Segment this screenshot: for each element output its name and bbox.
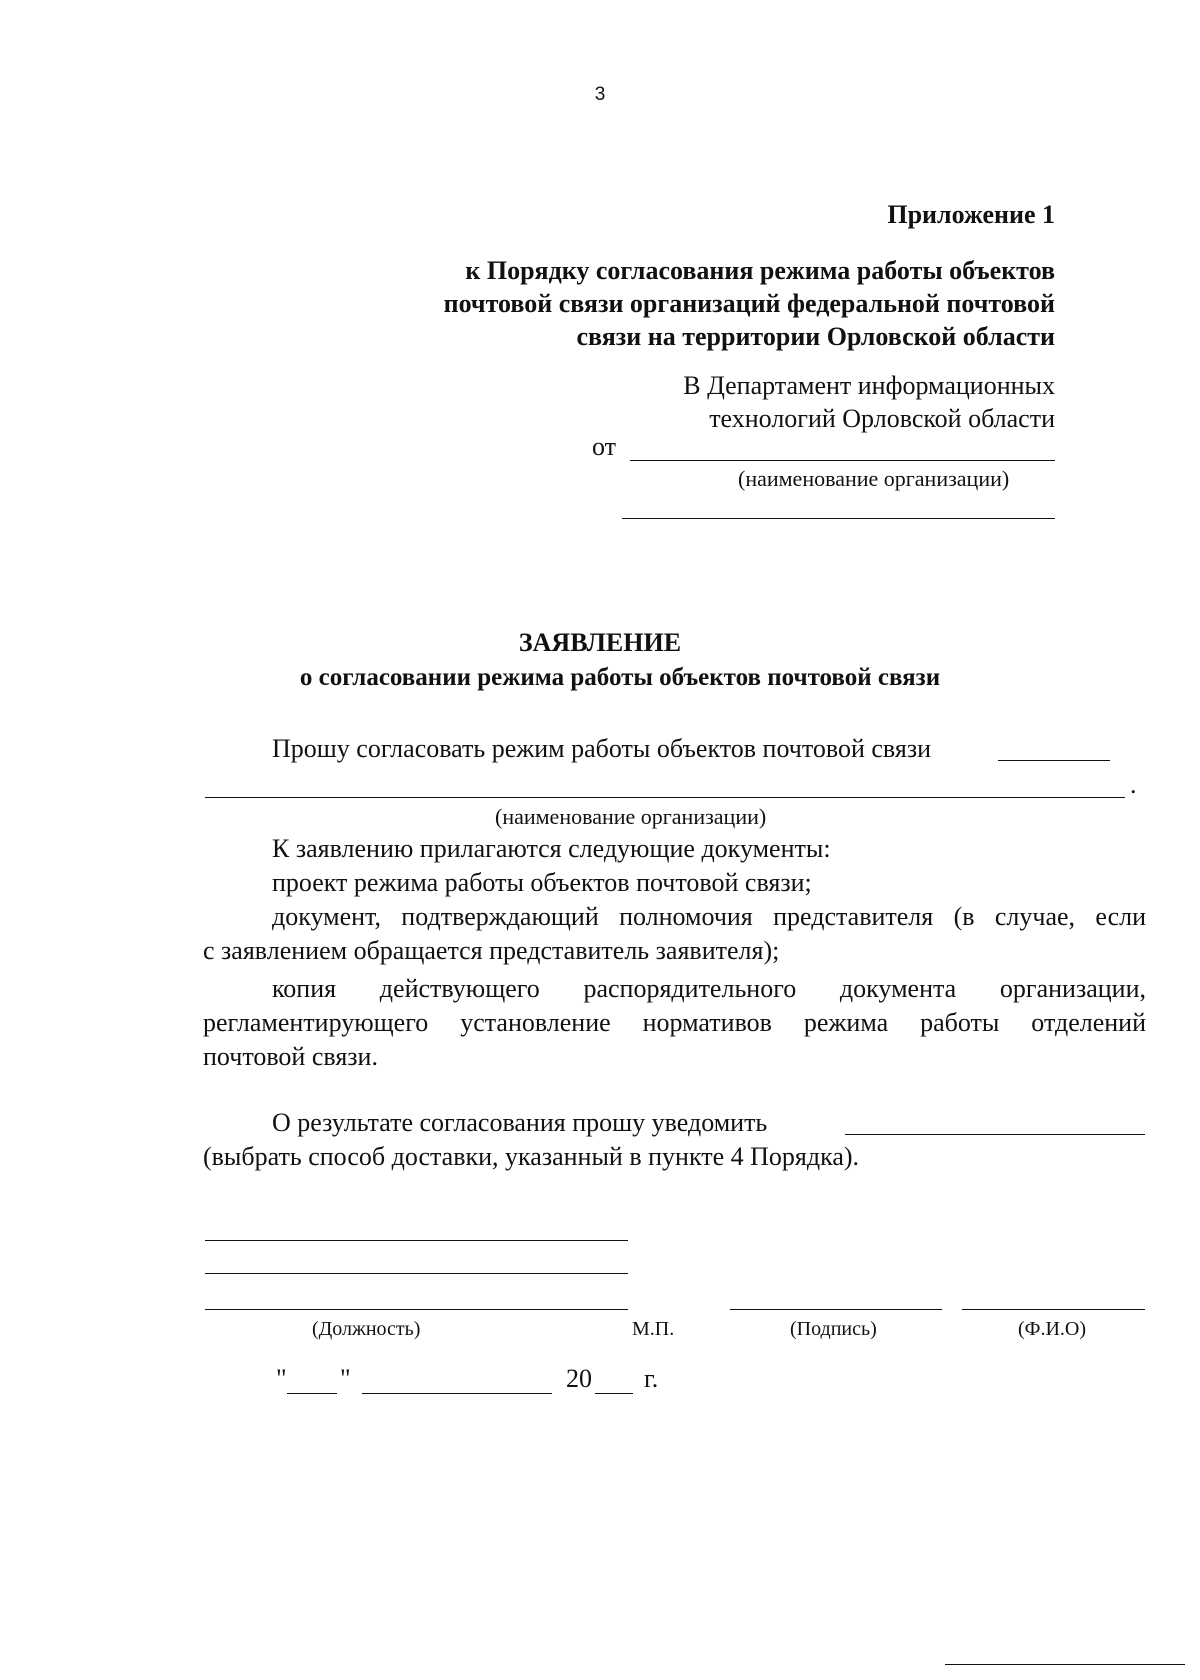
notify-method-line [845,1134,1145,1135]
appendix-reference-line: почтовой связи организаций федеральной почтовой [443,289,1055,318]
signature-line [730,1309,942,1310]
attachment-item-continued: почтовой связи. [203,1042,378,1071]
full-name-caption: (Ф.И.О) [1018,1318,1087,1340]
addressee-line: технологий Орловской области [709,404,1055,433]
from-label: от [592,432,617,461]
appendix-reference-line: к Порядку согласования режима работы объектов [465,256,1055,285]
request-text: Прошу согласовать режим работы объектов почтовой связи [272,734,932,763]
page-number: 3 [594,84,606,105]
date-day-line [287,1393,337,1394]
attachment-item-continued: регламентирующего установление нормативов режима работы отделений [203,1008,1146,1037]
document-subtitle: о согласовании режима работы объектов почтовой связи [299,664,941,691]
document-title: ЗАЯВЛЕНИЕ [518,628,682,657]
attachment-item: копия действующего распорядительного документа организации, [272,974,1146,1003]
date-quote-close: " [340,1364,351,1393]
addressee [683,369,1055,435]
sender-org-line [630,460,1055,461]
attachment-item: проект режима работы объектов почтовой связи; [272,868,812,897]
notify-text: О результате согласования прошу уведомить [272,1108,768,1137]
signature-caption: (Подпись) [790,1318,877,1340]
request-org-caption: (наименование организации) [495,804,767,829]
sender-extra-line [622,518,1055,519]
position-line [205,1240,628,1241]
request-org-line-full [205,797,1125,798]
position-caption: (Должность) [312,1318,421,1340]
footer-rule [945,1664,1185,1665]
date-month-line [362,1393,552,1394]
appendix-reference-line: связи на территории Орловской области [576,322,1055,351]
position-line [205,1309,628,1310]
seal-caption: М.П. [632,1318,675,1340]
attachments-intro: К заявлению прилагаются следующие документы: [272,834,831,863]
attachment-item-continued: с заявлением обращается представитель заявителя); [203,936,780,965]
full-name-line [962,1309,1145,1310]
sender-org-caption: (наименование организации) [738,466,1010,491]
date-year-prefix: 20 [566,1364,592,1393]
position-line [205,1273,628,1274]
request-org-line [998,760,1110,761]
appendix-reference [444,254,1055,353]
request-end: . [1130,770,1137,799]
date-quote-open: " [276,1364,287,1393]
date-year-suffix: г. [644,1364,659,1393]
notify-hint: (выбрать способ доставки, указанный в пункте 4 Порядка). [203,1142,860,1171]
date-year-line [595,1393,633,1394]
appendix-title: Приложение 1 [887,200,1055,229]
attachment-item: документ, подтверждающий полномочия представителя (в случае, если [272,902,1146,931]
addressee-line: В Департамент информационных [683,371,1055,400]
